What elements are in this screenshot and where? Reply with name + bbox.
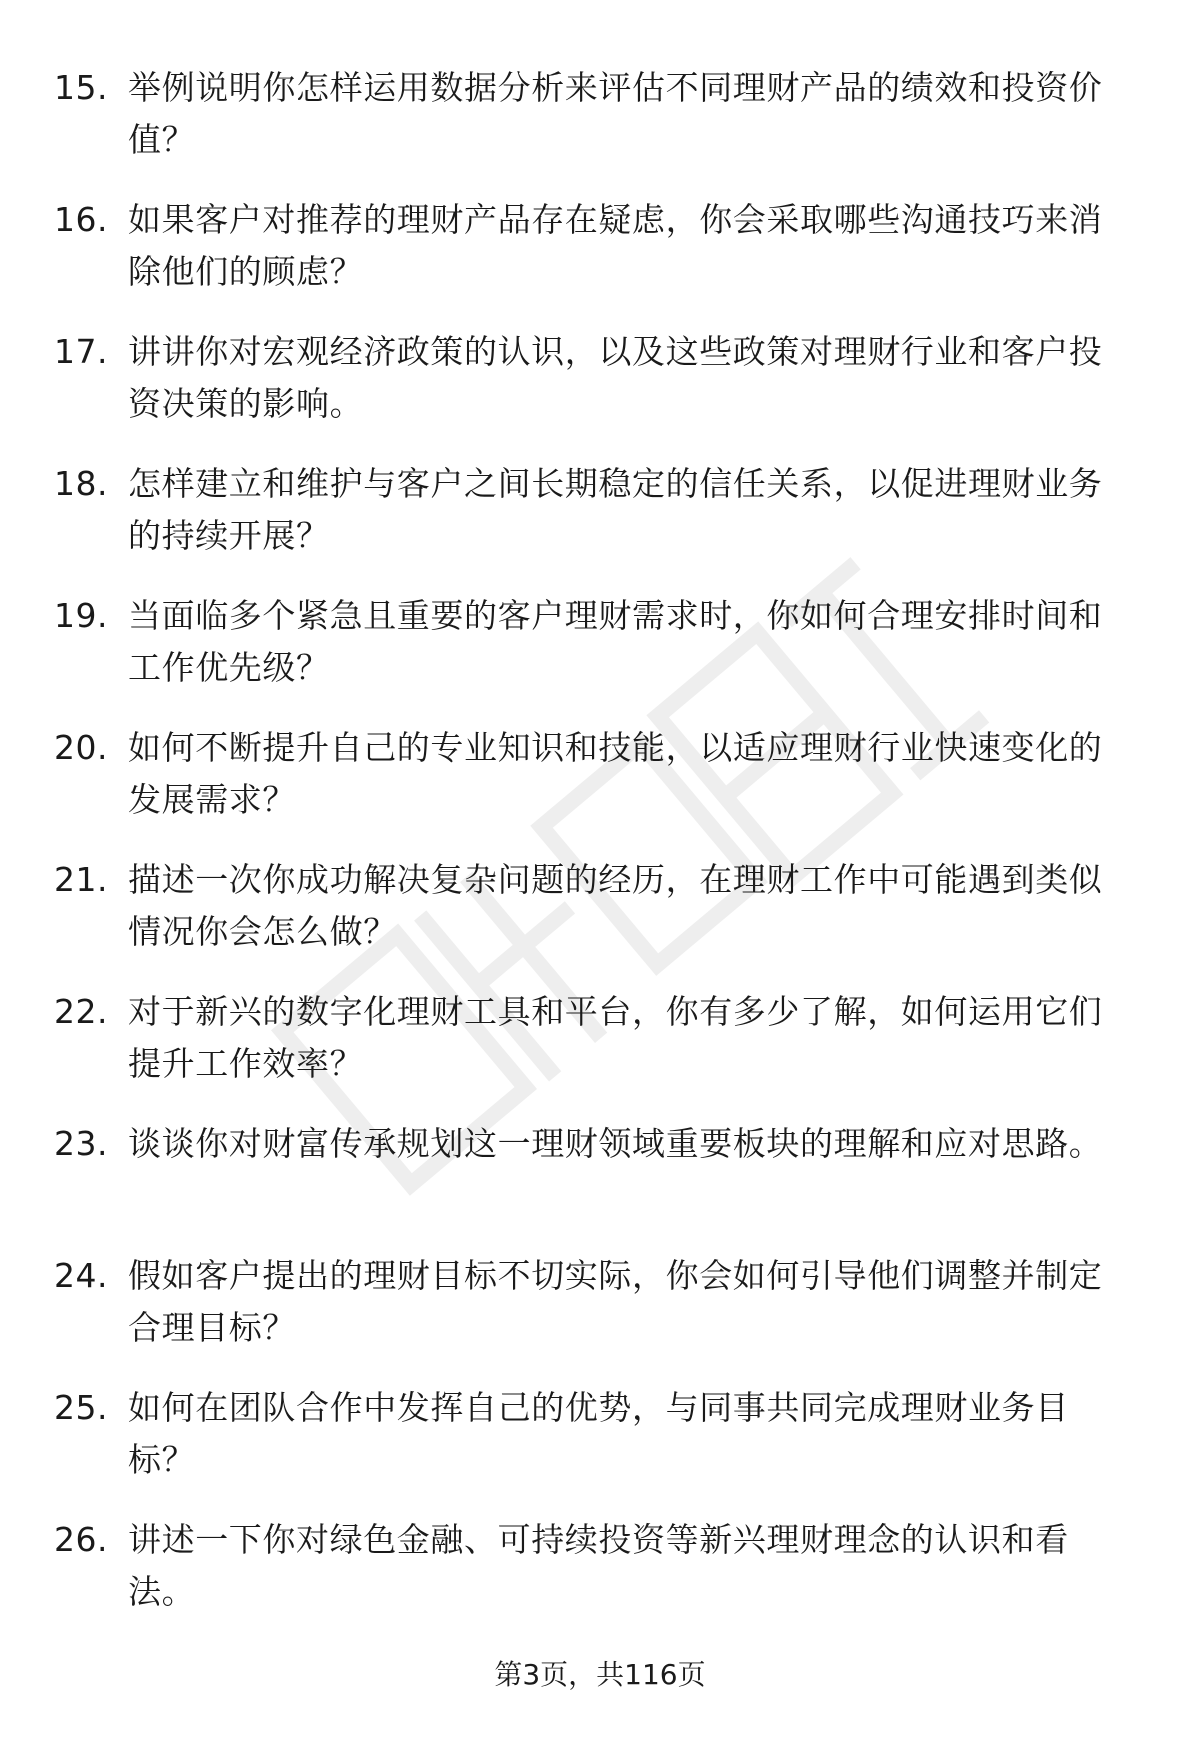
question-text: 如何不断提升自己的专业知识和技能，以适应理财行业快速变化的发展需求？ <box>128 728 1103 819</box>
question-item <box>54 590 1134 722</box>
question-number: 19. <box>54 596 108 635</box>
question-number: 22. <box>54 992 108 1031</box>
question-item <box>54 986 1134 1118</box>
question-number: 15. <box>54 68 108 107</box>
question-item <box>54 62 1134 194</box>
question-item <box>54 1514 1134 1646</box>
question-text: 谈谈你对财富传承规划这一理财领域重要板块的理解和应对思路。 <box>128 1124 1103 1163</box>
question-text: 举例说明你怎样运用数据分析来评估不同理财产品的绩效和投资价值？ <box>128 68 1103 159</box>
question-list <box>54 62 1134 1646</box>
question-number: 16. <box>54 200 108 239</box>
question-text: 讲述一下你对绿色金融、可持续投资等新兴理财理念的认识和看法。 <box>128 1520 1069 1611</box>
question-number: 25. <box>54 1388 108 1427</box>
question-number: 23. <box>54 1124 108 1163</box>
question-text: 怎样建立和维护与客户之间长期稳定的信任关系，以促进理财业务的持续开展？ <box>128 464 1103 555</box>
page-footer: 第3页，共116页 <box>494 1658 706 1691</box>
question-item <box>54 326 1134 458</box>
question-text: 假如客户提出的理财目标不切实际，你会如何引导他们调整并制定合理目标？ <box>128 1256 1103 1347</box>
question-number: 24. <box>54 1256 108 1295</box>
question-number: 20. <box>54 728 108 767</box>
question-item <box>54 1118 1134 1250</box>
question-text: 描述一次你成功解决复杂问题的经历，在理财工作中可能遇到类似情况你会怎么做？ <box>128 860 1103 951</box>
question-number: 18. <box>54 464 108 503</box>
question-item <box>54 722 1134 854</box>
question-item <box>54 854 1134 986</box>
question-number: 21. <box>54 860 108 899</box>
question-text: 讲讲你对宏观经济政策的认识，以及这些政策对理财行业和客户投资决策的影响。 <box>128 332 1103 423</box>
question-item <box>54 194 1134 326</box>
question-text: 如何在团队合作中发挥自己的优势，与同事共同完成理财业务目标？ <box>128 1388 1069 1479</box>
question-item <box>54 1250 1134 1382</box>
question-text: 对于新兴的数字化理财工具和平台，你有多少了解，如何运用它们提升工作效率？ <box>128 992 1103 1083</box>
question-text: 如果客户对推荐的理财产品存在疑虑，你会采取哪些沟通技巧来消除他们的顾虑？ <box>128 200 1103 291</box>
question-text: 当面临多个紧急且重要的客户理财需求时，你如何合理安排时间和工作优先级？ <box>128 596 1103 687</box>
question-item <box>54 1382 1134 1514</box>
question-item <box>54 458 1134 590</box>
question-number: 26. <box>54 1520 108 1559</box>
question-number: 17. <box>54 332 108 371</box>
